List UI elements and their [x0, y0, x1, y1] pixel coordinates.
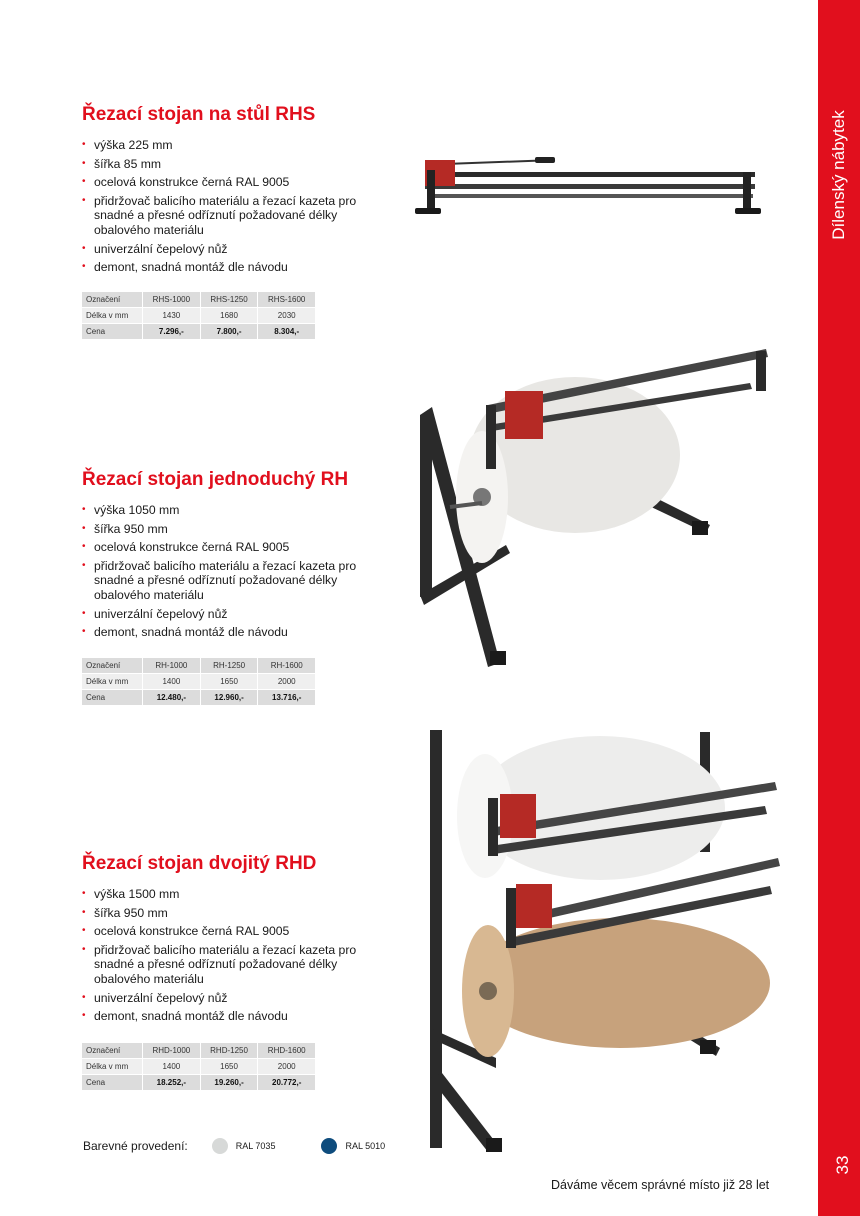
table-cell: 1650: [200, 1059, 258, 1075]
feature-item: • demont, snadná montáž dle návodu: [82, 260, 382, 275]
product-image-rh: [410, 345, 770, 670]
table-cell: RHS-1600: [258, 292, 315, 308]
feature-item: • univerzální čepelový nůž: [82, 242, 382, 257]
table-cell: RHS-1000: [143, 292, 201, 308]
table-cell: Označení: [82, 658, 143, 674]
table-cell: RHD-1000: [143, 1043, 201, 1059]
table-cell: Délka v mm: [82, 674, 143, 690]
table-cell: 19.260,-: [200, 1075, 258, 1091]
table-cell: 13.716,-: [258, 690, 315, 706]
table-cell: Cena: [82, 324, 143, 340]
spec-table-rhd: [82, 1043, 315, 1091]
color-options-label: Barevné provedení:: [83, 1139, 188, 1153]
feature-item: • univerzální čepelový nůž: [82, 991, 382, 1006]
table-cell: 1400: [143, 674, 201, 690]
feature-item: • univerzální čepelový nůž: [82, 607, 382, 622]
table-cell: 2000: [258, 1059, 315, 1075]
table-cell: RH-1250: [200, 658, 258, 674]
table-cell: Cena: [82, 1075, 143, 1091]
feature-item: • šířka 85 mm: [82, 157, 382, 172]
footer-slogan: Dáváme věcem správné místo již 28 let: [551, 1178, 770, 1192]
table-cell: Cena: [82, 690, 143, 706]
product-title: Řezací stojan na stůl RHS: [82, 104, 316, 125]
table-cell: 20.772,-: [258, 1075, 315, 1091]
feature-item: • šířka 950 mm: [82, 522, 382, 537]
feature-item: • výška 1050 mm: [82, 503, 382, 518]
product-image-rhd: [400, 728, 785, 1153]
table-cell: 1650: [200, 674, 258, 690]
page-number: 33: [833, 1155, 852, 1175]
feature-item: • demont, snadná montáž dle návodu: [82, 625, 382, 640]
color-options: [83, 1136, 431, 1156]
feature-item: • ocelová konstrukce černá RAL 9005: [82, 175, 382, 190]
sidebar-title: Dílenský nábytek: [829, 110, 848, 240]
feature-item: • šířka 950 mm: [82, 906, 382, 921]
product-title: Řezací stojan dvojitý RHD: [82, 853, 317, 874]
table-cell: 7.800,-: [200, 324, 258, 340]
feature-item: • přidržovač balicího materiálu a řezací kazeta pro snadné a přesné odříznutí požadované délky obalového materiálu: [82, 194, 382, 238]
table-cell: Délka v mm: [82, 1059, 143, 1075]
color-name: RAL 7035: [235, 1141, 276, 1151]
feature-item: • přidržovač balicího materiálu a řezací kazeta pro snadné a přesné odříznutí požadované délky obalového materiálu: [82, 943, 382, 987]
table-cell: 1400: [143, 1059, 201, 1075]
color-swatch-ral-7035: [212, 1138, 228, 1154]
feature-item: • ocelová konstrukce černá RAL 9005: [82, 540, 382, 555]
product-section-rhd: [82, 853, 382, 1028]
table-cell: RHD-1250: [200, 1043, 258, 1059]
spec-table-rh: [82, 658, 315, 706]
table-cell: RH-1600: [258, 658, 315, 674]
feature-list: [82, 503, 382, 640]
feature-item: • přidržovač balicího materiálu a řezací kazeta pro snadné a přesné odříznutí požadované délky obalového materiálu: [82, 559, 382, 603]
table-cell: RH-1000: [143, 658, 201, 674]
table-cell: 12.960,-: [200, 690, 258, 706]
spec-table-rhs: [82, 292, 315, 340]
table-cell: Označení: [82, 1043, 143, 1059]
table-cell: 18.252,-: [143, 1075, 201, 1091]
feature-list: [82, 887, 382, 1024]
feature-item: • výška 225 mm: [82, 138, 382, 153]
table-cell: RHD-1600: [258, 1043, 315, 1059]
table-cell: 7.296,-: [143, 324, 201, 340]
product-section-rh: [82, 469, 382, 644]
product-title: Řezací stojan jednoduchý RH: [82, 469, 349, 490]
feature-item: • ocelová konstrukce černá RAL 9005: [82, 924, 382, 939]
table-cell: 2030: [258, 308, 315, 324]
table-cell: 1430: [143, 308, 201, 324]
color-name: RAL 5010: [345, 1141, 386, 1151]
table-cell: RHS-1250: [200, 292, 258, 308]
feature-item: • výška 1500 mm: [82, 887, 382, 902]
product-section-rhs: [82, 104, 382, 279]
feature-item: • demont, snadná montáž dle návodu: [82, 1009, 382, 1024]
table-cell: 2000: [258, 674, 315, 690]
table-cell: Délka v mm: [82, 308, 143, 324]
feature-list: [82, 138, 382, 275]
table-cell: 1680: [200, 308, 258, 324]
color-swatch-ral-5010: [321, 1138, 337, 1154]
table-cell: 8.304,-: [258, 324, 315, 340]
table-cell: Označení: [82, 292, 143, 308]
product-image-rhs: [405, 150, 775, 222]
table-cell: 12.480,-: [143, 690, 201, 706]
